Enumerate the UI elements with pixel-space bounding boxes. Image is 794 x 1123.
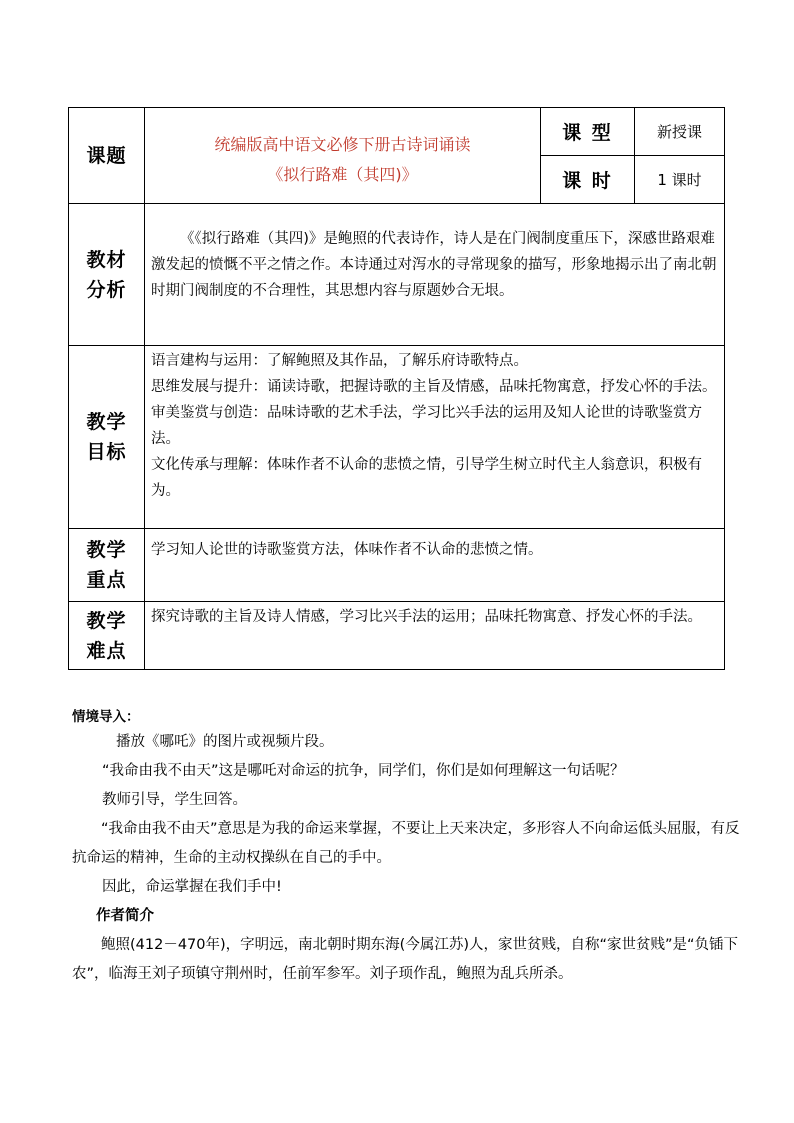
value-class-hours: 1 课时 (635, 156, 725, 204)
intro-paragraph: 因此，命运掌握在我们手中! (102, 879, 282, 895)
intro-paragraph: 播放《哪吒》的图片或视频片段。 (116, 734, 334, 750)
header-course-topic: 课题 (69, 108, 145, 204)
author-heading: 作者简介 (96, 908, 154, 924)
lesson-body (72, 706, 742, 989)
header-teaching-objectives: 教学 目标 (69, 346, 145, 529)
label-class-hours: 课 时 (541, 156, 635, 204)
intro-heading: 情境导入： (72, 709, 140, 725)
objective-item: 语言建构与运用：了解鲍照及其作品，了解乐府诗歌特点。 (151, 353, 528, 369)
course-title-line2: 《拟行路难（其四)》 (267, 164, 418, 184)
value-lesson-type: 新授课 (635, 108, 725, 156)
teaching-objectives-text (145, 346, 725, 529)
intro-paragraph: “我命由我不由天”这是哪吒对命运的抗争，同学们，你们是如何理解这一句话呢？ (102, 763, 625, 779)
course-title-line1: 统编版高中语文必修下册古诗词诵读 (214, 134, 471, 154)
header-difficult-points: 教学 难点 (69, 602, 145, 670)
author-paragraph: 鲍照(412－470年)，字明远，南北朝时期东海(今属江苏)人，家世贫贱，自称“家世贫贱”是“负锸下农”，临海王刘子顼镇守荆州时，任前军参军。刘子顼作乱，鲍照为乱兵所杀。 (72, 937, 739, 982)
objective-item: 文化传承与理解：体味作者不认命的悲愤之情，引导学生树立时代主人翁意识，积极有为。 (151, 457, 702, 499)
material-analysis-text: 《《拟行路难（其四)》是鲍照的代表诗作，诗人是在门阀制度重压下，深感世路艰难激发起的愤慨不平之情之作。本诗通过对泻水的寻常现象的描写，形象地揭示出了南北朝时期门阀制度的不合理性，其思想内容与原题妙合无垠。 (145, 204, 725, 346)
header-material-analysis: 教材 分析 (69, 204, 145, 346)
intro-paragraph: 教师引导，学生回答。 (102, 792, 247, 808)
label-lesson-type: 课 型 (541, 108, 635, 156)
difficult-points-text: 探究诗歌的主旨及诗人情感，学习比兴手法的运用；品味托物寓意、抒发心怀的手法。 (145, 602, 725, 670)
objective-item: 思维发展与提升：诵读诗歌，把握诗歌的主旨及情感，品味托物寓意，抒发心怀的手法。 (151, 379, 717, 395)
course-title (145, 108, 541, 204)
key-points-text: 学习知人论世的诗歌鉴赏方法，体味作者不认命的悲愤之情。 (145, 529, 725, 602)
lesson-plan-table (68, 107, 725, 670)
header-key-points: 教学 重点 (69, 529, 145, 602)
intro-paragraph: “我命由我不由天”意思是为我的命运来掌握，不要让上天来决定，多形容人不向命运低头屈服，有反抗命运的精神，生命的主动权操纵在自己的手中。 (72, 821, 740, 866)
objective-item: 审美鉴赏与创造：品味诗歌的艺术手法，学习比兴手法的运用及知人论世的诗歌鉴赏方法。 (151, 405, 702, 447)
